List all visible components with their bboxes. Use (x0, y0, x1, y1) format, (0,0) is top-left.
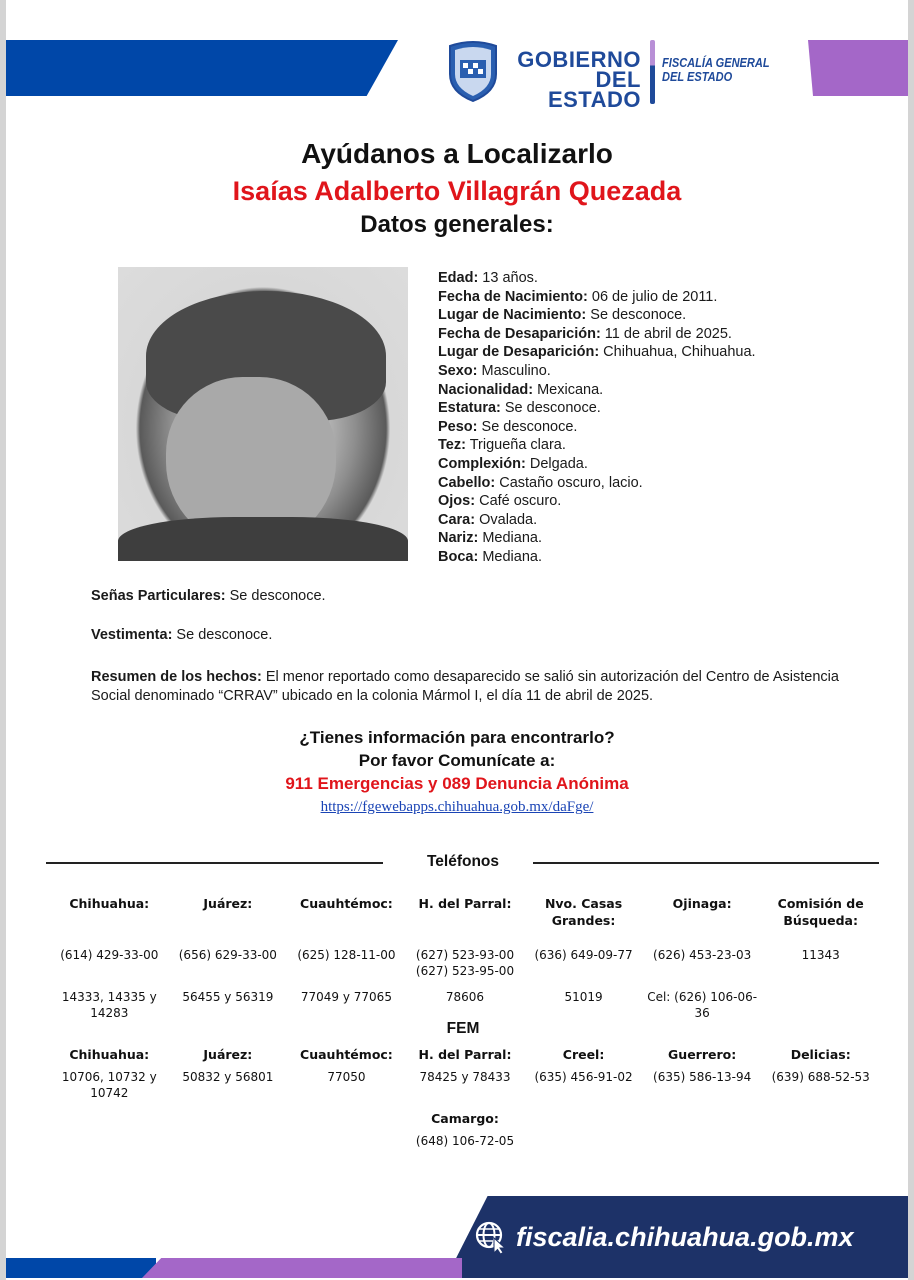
footer-url-text: fiscalia.chihuahua.gob.mx (516, 1221, 854, 1252)
phone-value: (627) 523-93-00 (627) 523-95-00 (415, 948, 515, 978)
gobierno-line1: GOBIERNO (517, 47, 641, 72)
city-header: Juárez: (203, 1047, 253, 1062)
fem-heading: FEM (446, 1020, 480, 1037)
phone-value: 78606 (445, 990, 485, 1004)
footer-purple-band (142, 1258, 462, 1278)
detail-row (438, 474, 756, 493)
phone-value: 11343 (801, 948, 840, 962)
phone-value: 50832 y 56801 (182, 1070, 274, 1084)
resumen-label: Resumen de los hechos: (91, 669, 262, 685)
detail-value: 06 de julio de 2011. (587, 288, 718, 305)
phone-value: Cel: (626) 106-06-36 (647, 990, 758, 1020)
detail-label: Boca: (438, 548, 479, 565)
contact-prompt: Por favor Comunícate a: (358, 751, 556, 770)
phone-value: 78425 y 78433 (419, 1070, 511, 1084)
city-header: Ojinaga: (672, 896, 732, 911)
city-header: Guerrero: (668, 1047, 737, 1062)
detail-value: Chihuahua, Chihuahua. (599, 344, 756, 361)
detail-row (438, 306, 756, 325)
phone-value: 77049 y 77065 (300, 990, 392, 1004)
detail-value: Mediana. (478, 548, 542, 565)
government-logo (446, 40, 770, 112)
missing-person-flyer (6, 0, 908, 1280)
detail-row (438, 492, 756, 511)
detail-value: Se desconoce. (477, 418, 578, 435)
globe-cursor-icon (474, 1220, 508, 1254)
detail-row (438, 343, 756, 362)
detail-label: Sexo: (438, 362, 478, 379)
phone-column (643, 1046, 762, 1101)
gobierno-wordmark (511, 47, 641, 112)
detail-value: 13 años. (478, 270, 538, 286)
city-header: Cuauhtémoc: (300, 896, 393, 911)
detail-value: Castaño oscuro, lacio. (495, 474, 643, 491)
phone-value: 77050 (327, 1070, 366, 1084)
senas-label: Señas Particulares: (91, 588, 226, 604)
telefonos-heading: Teléfonos (426, 853, 500, 870)
detail-row (438, 418, 756, 437)
flyer-heading: Ayúdanos a Localizarlo (301, 138, 613, 169)
detail-row (438, 381, 756, 400)
phone-value: 56455 y 56319 (182, 990, 274, 1004)
phone-column (50, 895, 169, 1021)
phone-value: 10706, 10732 y 10742 (61, 1070, 157, 1100)
city-header: Cuauhtémoc: (300, 1047, 393, 1062)
detail-row (438, 511, 756, 530)
phone-value: 14333, 14335 y 14283 (61, 990, 157, 1020)
clothing (91, 626, 851, 645)
detail-row (438, 529, 756, 548)
phone-column (287, 1046, 406, 1101)
general-data-heading: Datos generales: (360, 211, 554, 238)
camargo-header: Camargo: (431, 1111, 499, 1126)
detail-row (438, 548, 756, 567)
detail-row (438, 288, 756, 307)
detail-value: Masculino. (477, 362, 551, 379)
phone-column (643, 895, 762, 1021)
phone-column (169, 895, 288, 1021)
phone-value: 51019 (564, 990, 603, 1004)
detail-row (438, 436, 756, 455)
fiscalia-line1: FISCALÍA GENERAL (662, 55, 770, 70)
footer-blue-band (6, 1258, 156, 1278)
phone-column (169, 1046, 288, 1101)
city-header: Delicias: (790, 1047, 851, 1062)
detail-label: Nariz: (438, 530, 479, 547)
phone-column (406, 895, 525, 1021)
city-header: Creel: (562, 1047, 605, 1062)
state-shield-icon (446, 40, 500, 102)
fiscalia-wordmark (662, 56, 770, 84)
detail-row (438, 325, 756, 344)
detail-value: Mediana. (478, 530, 542, 547)
detail-label: Fecha de Desaparición: (438, 325, 601, 342)
detail-label: Lugar de Desaparición: (438, 344, 600, 361)
detail-label: Nacionalidad: (438, 381, 534, 398)
detail-row (438, 455, 756, 474)
emergency-numbers: 911 Emergencias y 089 Denuncia Anónima (285, 774, 629, 793)
detail-value: Delgada. (525, 455, 588, 472)
phone-column (50, 1046, 169, 1101)
phone-value: (635) 586-13-94 (653, 1070, 752, 1084)
distinguishing-marks (91, 587, 851, 606)
detail-label: Peso: (438, 418, 478, 435)
detail-label: Complexión: (438, 455, 526, 472)
detail-value: Se desconoce. (586, 307, 687, 324)
phone-column (524, 895, 643, 1021)
city-header: H. del Parral: (418, 896, 512, 911)
detail-row (438, 362, 756, 381)
divider-left (46, 862, 383, 864)
telefonos-table (50, 895, 880, 1021)
phone-value: (636) 649-09-77 (534, 948, 633, 962)
info-question: ¿Tienes información para encontrarlo? (299, 728, 615, 747)
city-header: Comisión de Búsqueda: (777, 896, 864, 928)
fiscalia-line2: DEL ESTADO (662, 69, 733, 84)
senas-value: Se desconoce. (225, 588, 326, 604)
phone-column (287, 895, 406, 1021)
detail-label: Edad: (438, 270, 479, 286)
detail-value: Café oscuro. (475, 493, 562, 510)
detail-value: Ovalada. (475, 511, 538, 528)
detail-label: Cara: (438, 511, 476, 528)
missing-person-name: Isaías Adalberto Villagrán Quezada (232, 176, 682, 206)
phone-value: (626) 453-23-03 (653, 948, 752, 962)
vestimenta-value: Se desconoce. (172, 627, 273, 643)
detail-label: Ojos: (438, 493, 476, 510)
phone-value: (656) 629-33-00 (178, 948, 277, 962)
divider-right (533, 862, 879, 864)
header-purple-band (808, 40, 908, 96)
logo-divider (650, 40, 655, 104)
footer-website[interactable] (474, 1220, 854, 1254)
gobierno-line2: DEL ESTADO (547, 67, 641, 112)
header-blue-band (6, 40, 398, 96)
city-header: Chihuahua: (69, 896, 150, 911)
city-header: H. del Parral: (418, 1047, 512, 1062)
detail-row (438, 269, 756, 288)
detail-label: Estatura: (438, 400, 501, 417)
detail-label: Tez: (438, 437, 466, 454)
detail-value: Trigueña clara. (465, 437, 566, 454)
city-header: Juárez: (203, 896, 253, 911)
detail-value: Se desconoce. (500, 400, 601, 417)
phone-column (761, 895, 880, 1021)
city-header: Nvo. Casas Grandes: (544, 896, 623, 928)
detail-row (438, 399, 756, 418)
fem-extra (50, 1110, 880, 1149)
phone-column (406, 1046, 525, 1101)
report-link[interactable]: https://fgewebapps.chihuahua.gob.mx/daFge/ (320, 799, 594, 815)
fem-table (50, 1046, 880, 1101)
vestimenta-label: Vestimenta: (91, 627, 173, 643)
phone-column (761, 1046, 880, 1101)
detail-label: Lugar de Nacimiento: (438, 307, 587, 324)
phone-column (524, 1046, 643, 1101)
detail-value: Mexicana. (533, 381, 604, 398)
phone-value: (635) 456-91-02 (534, 1070, 633, 1084)
city-header: Chihuahua: (69, 1047, 150, 1062)
details-list (438, 269, 756, 567)
detail-label: Fecha de Nacimiento: (438, 288, 588, 305)
camargo-phone: (648) 106-72-05 (415, 1134, 515, 1148)
detail-value: 11 de abril de 2025. (600, 325, 732, 342)
detail-label: Cabello: (438, 474, 496, 491)
phone-value: (625) 128-11-00 (297, 948, 396, 962)
case-summary (91, 668, 851, 706)
resumen-value: El menor reportado como desaparecido se salió sin autorización del Centro de Asistencia Social denominado “CRRAV” ubicado en la colonia Mármol I, el día 11 de abril de 2025. (91, 669, 839, 704)
missing-person-photo (118, 267, 408, 561)
phone-value: (614) 429-33-00 (60, 948, 159, 962)
phone-value: (639) 688-52-53 (771, 1070, 870, 1084)
